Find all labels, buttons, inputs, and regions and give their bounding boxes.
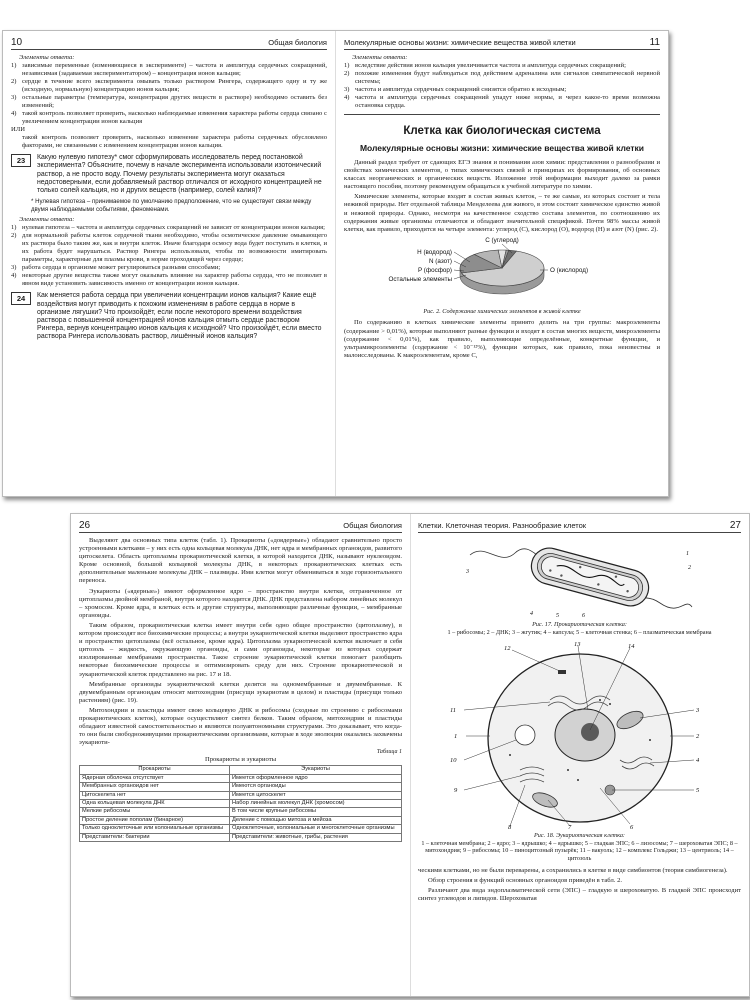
page-number: 11: [649, 37, 660, 48]
figure-2-caption: Рис. 2. Содержание химических элементов в живой клетке: [423, 307, 581, 315]
fig18-label-6: 6: [629, 824, 633, 831]
running-title: Молекулярные основы жизни: химические вещества живой клетки: [344, 38, 576, 47]
fig18-label-14: 14: [627, 643, 634, 651]
section-title: Клетка как биологическая система: [403, 125, 601, 137]
page-number: 27: [729, 520, 741, 531]
table-row: Одна кольцевая молекула ДНК Набор линейных молекул ДНК (хромосом): [80, 799, 402, 807]
running-title: Клетки. Клеточная теория. Разнообразие клеток: [418, 521, 587, 530]
answers-title: Элементы ответа:: [19, 54, 75, 61]
table-title: Прокариоты и эукариоты: [204, 756, 277, 764]
fig18-label-9: 9: [453, 787, 457, 795]
paragraph: По содержанию в клетках химические элементы принято делить на три группы: макроэлементы (содержание > 0,01%), которые выполняют разные функции и входят в состав многих веществ, микроэлементы (содержание < 0,01%), как правило, выполняющие определённые, конкретные функции, и ультрамикроэлементы (содержание < 10⁻¹²%), функции которых, как правило, пока неизвестны и малоисследованы. К макроэлементам, кроме С,: [344, 319, 660, 359]
fig18-label-5: 5: [695, 787, 699, 795]
fig18-label-2: 2: [695, 733, 699, 741]
table-label: Таблица 1: [376, 749, 402, 756]
answers-list: [11, 62, 327, 126]
page-27: [410, 514, 749, 996]
list-item: 1) вследствие действия ионов кальция увеличивается частота и амплитуда сердечных сокращений;: [344, 62, 626, 69]
column-header: Прокариоты: [80, 766, 230, 774]
answers-list: [344, 62, 660, 110]
list-item: 4) частота и амплитуда сердечных сокращений упадут ниже нормы, и через какое-то время возможна остановка сердца.: [344, 94, 660, 109]
page-header: [11, 37, 327, 50]
list-item: 4) такой контроль позволяет проверить, насколько наблюдаемые изменения характера работы сердца связано с увеличением концентрации ионов кальция: [11, 110, 327, 125]
table-row: Мембранных органоидов нет Имеются органоиды: [80, 783, 402, 791]
list-item: 1) зависимые переменные (изменяющиеся в эксперименте) – частота и амплитуда сердечных сокращений, независимая (задаваемая экспериментатором) – концентрация ионов кальция;: [11, 62, 327, 77]
table-row: Представители: бактерии Представители: животные, грибы, растения: [80, 833, 402, 841]
list-item: 2) похожие изменения будут наблюдаться под действием адреналина или сигналов симпатической нервной системы;: [344, 70, 660, 85]
table-header-row: [80, 766, 402, 774]
running-title: Общая биология: [343, 521, 402, 530]
pie-label: H (водород): [417, 248, 452, 256]
table-row: Простое деление пополам (бинарное) Деление с помощью митоза и мейоза: [80, 816, 402, 824]
fig17-label-5: 5: [555, 613, 559, 619]
alt-answer: такой контроль позволяет проверить, насколько изменение характера работы сердечных обусловлено факторами, не связанными с изменением концентрации ионов кальция.: [22, 134, 327, 150]
pie-label: O (кислород): [550, 266, 589, 274]
answers-title: Элементы ответа:: [352, 54, 408, 61]
fig18-label-10: 10: [449, 757, 456, 765]
page-11: [336, 31, 668, 496]
nucleolus-shape: [581, 723, 599, 741]
fig17-label-1: 1: [685, 551, 689, 557]
fig18-label-3: 3: [695, 707, 699, 715]
page-number: 26: [79, 520, 91, 531]
divider: [344, 114, 660, 115]
fig17-label-3: 3: [465, 569, 469, 575]
pie-leader-line: [454, 252, 470, 262]
paragraph: Выделяют два основных типа клеток (табл. 1). Прокариоты («доядерные») обладают сравнительно просто устроенными клетками – у них есть одна кольцевая молекула ДНК, нет ядра и мембранных органоидов, развитого цитоскелета. Область цитоплазмы прокариотической клетки, в которой находится ДНК, называют нуклеоидом. Кроме основной, большой кольцевой молекулы ДНК, в некоторых прокариотических клетках есть дополнительные маленькие молекулы ДНК – плазмиды. Ими клетки могут обмениваться в ходе горизонтального переноса. Эукариоты («ядерные») имеют оформленное ядро – пространство внутри клетки, отграниченное от цитоплазмы двойной мембраной, внутри которого находится ДНК. ДНК представлена набором линейных молекул – хромосом. Кроме ядра, в клетках есть и другие структуры, выполняющие различные функции, – мембранные органоиды. Таким образом, прокариотическая клетка имеет внутри себя одно общее пространство (цитоплазму), в котором происходят все биохимические процессы; а внутри эукариотической клетки выделяют пространство ядра и пространство цитоплазмы (всё остальное, кроме ядра). Цитоплазма эукариотической клетки включает в себя цитозоль – жидкость, окружающую органоиды, и сами органоиды, некоторые из которых содержат изолированные мембранами пространства. Такое строение эукариотической клетки помогает разобщить некоторые биохимические процессы и оптимизировать среду для них. Строение прокариотической и эукариотической клеток представлено на рис. 17 и 18. Мембранные органоиды эукариотической клетки делятся на одномембранные и двумембранные. К двумембранным органоидам относят митохондрии (присущи эукариотам в целом) и пластиды (присущи только растениям) (рис. 19). Митохондрии и пластиды имеют свою кольцевую ДНК и рибосомы (сходные по строению с рибосомами прокариотических клеток), которые осуществляют синтез белков. Таким образом, митохондрии и пластиды обладают известной самостоятельностью и являются полуавтономными структурами. Это доказывает, что когда-то они были свободноживущими прокариотическими организмами, которые в ходе эволюции оказались захвачены эукариоти-: [79, 537, 402, 747]
table-prokaryotes-eukaryotes: [79, 765, 402, 842]
paragraph: Данный раздел требует от сдающих ЕГЭ знания и понимания азов химии: представления о разнообразии и свойствах химических элементов, о типах химических связей и принципах их формирования, об основных классах неорганических и органических веществ. Изложение этой информации выходит далеко за рамки настоящего пособия, поэтому рекомендуем обращаться к учебной литературе по химии. Химические элементы, которые входят в состав живых клеток, – те же самые, из которых состоит и тела неживой природы. Нет отдельной таблицы Менделеева для живого, в этом состоит химическое единство живой и неживой природы. Однако, несмотря на качественное сходство состава элементов, по соотношению их содержания живые организмы отличаются и обладают значительной спецификой. Почти 98% массы живой клетки, как правило, приходится на четыре элемента: углерод (С), кислород (О), водород (Н) и азот (N) (рис. 2).: [344, 159, 660, 233]
question-text: Как меняется работа сердца при увеличении концентрации ионов кальция? Какие ещё воздействия могут приводить к похожим изменениям в работе сердца в норме в организме лягушки? Что произойдёт, если после некоторого времени воздействия раствора с повышенной концентрацией ионов кальция отмыть сердце раствором Рингера, вернув концентрацию ионов кальция к исходной? Что произойдёт, если вместо раствора Рингера использовать раствор, лишённый ионов кальция?: [37, 292, 322, 341]
pie-label: N (азот): [429, 257, 452, 265]
book-spread-bottom: [70, 513, 750, 997]
list-item: 3) работа сердца в организме может регулироваться разными способами;: [11, 264, 221, 272]
page-header: [79, 520, 402, 533]
fig18-label-11: 11: [449, 707, 456, 715]
answers-title: Элементы ответа:: [19, 216, 75, 224]
list-item: 2) для нормальной работы клеток сердечной ткани необходимо, чтобы осмотическое давление омывающего их раствора было таким же, как и внутри клеток. Иначе благодаря осмосу вода будет поступать в клетки, и их работа будет нарушаться. Раствор Рингера использовали, чтобы по возможности имитировать параметры, характерные для плазмы крови, в норме проходящей через сердце;: [11, 232, 327, 264]
fig18-label-4: 4: [695, 757, 699, 765]
list-item: 4) некоторые другие вещества также могут оказывать влияние на характер работы сердца, что не позволит в явном виде установить зависимость именно от концентрации ионов кальция.: [11, 272, 327, 288]
table-row: Ядерная оболочка отсутствует Имеется оформленное ядро: [80, 774, 402, 782]
fig17-label-2: 2: [687, 565, 691, 571]
paragraph: ческими клетками, но не были переварены, а сохранились в клетке в виде симбионтов (теория симбиогенеза). Обзор строения и функций основных органоидов приведён в табл. 2. Различают два вида эндоплазматической сети (ЭПС) – гладкую и шероховатую. В гладкой ЭПС происходит синтез углеводов и липидов. Шероховатая: [418, 866, 741, 902]
figure-17-caption: Рис. 17. Прокариотическая клетка: 1 – рибосомы; 2 – ДНК; 3 – жгутик; 4 – капсула; 5 – клеточная стенка; 6 – плазматическая мембрана: [447, 621, 712, 636]
question-number: 23: [11, 154, 31, 167]
fig17-label-6: 6: [581, 613, 585, 619]
or-label: ИЛИ: [11, 126, 25, 133]
fig18-label-12: 12: [503, 645, 510, 653]
running-title: Общая биология: [268, 38, 327, 47]
answers-list: [11, 224, 327, 288]
list-item: 3) остальные параметры (температура, концентрация других веществ в растворе) необходимо оставить без изменений;: [11, 94, 327, 109]
page-26: [71, 514, 410, 996]
page-number: 10: [11, 37, 23, 48]
fig18-label-8: 8: [507, 824, 511, 831]
fig18-label-7: 7: [567, 824, 571, 831]
pie-label: С (углерод): [485, 236, 519, 244]
question-number: 24: [11, 292, 31, 305]
pie-label: Остальные элементы: [388, 275, 452, 283]
subsection-title: Молекулярные основы жизни: химические вещества живой клетки: [359, 143, 645, 153]
table-row: Мелкие рибосомы В том числе крупные рибосомы: [80, 808, 402, 816]
fig18-label-13: 13: [573, 641, 580, 649]
question-24: [11, 292, 327, 341]
page-10: [3, 31, 335, 496]
list-item: 3) частота и амплитуда сердечных сокращений снизятся обратно к исходным;: [344, 86, 567, 93]
figure-18-caption: Рис. 18. Эукариотическая клетка: 1 – клеточная мембрана; 2 – ядро; 3 – ядрышко; 4 – ядрышко; 5 – гладкая ЭПС; 6 – лизосомы; 7 – шероховатая ЭПС; 8 – митохондрия; 9 – рибосомы; 10 – пиноцитозный пузырёк; 11 – вакуоль; 12 – комплекс Гольджи; 13 – центриоль; 14 – цитозоль: [421, 832, 738, 862]
table-row: Только одноклеточные или колониальные организмы Одноклеточные, колониальные и многоклеточные организмы: [80, 825, 402, 833]
footnote: * Нулевая гипотеза – принимаемое по умолчанию предположение, что не существует связи между двумя наблюдаемыми событиями, феноменами.: [31, 198, 312, 213]
table-row: Цитоскелета нет Имеется цитоскелет: [80, 791, 402, 799]
question-23: [11, 154, 327, 195]
eukaryotic-cell-figure-18: [450, 640, 710, 830]
column-header: Эукариоты: [230, 766, 402, 774]
question-text: Какую нулевую гипотезу* смог сформулировать исследователь перед постановкой эксперимента? Объясните, почему в начале эксперимента использовали изотонический раствор, а не просто воду. Почему результаты эксперимента могут оказаться недостоверными, если добавляемый раствор отличался от исходного концентрацией не только солей кальция, но и других веществ (например, солей калия)?: [37, 154, 322, 195]
vacuole-shape: [515, 725, 535, 745]
page-header: [418, 520, 741, 533]
fig18-label-1: 1: [453, 733, 457, 741]
prokaryotic-cell-figure-17: [460, 537, 700, 619]
pie-label: P (фосфор): [417, 266, 452, 274]
pie-chart-figure-2: [352, 236, 652, 306]
book-spread-top: [2, 30, 669, 497]
list-item: 1) нулевая гипотеза – частота и амплитуда сердечных сокращений не зависят от концентрации ионов кальция;: [11, 224, 326, 232]
list-item: 2) сердце в течение всего эксперимента омывать только раствором Рингера, содержащего одну и ту же (исходную, нормальную) концентрацию ионов кальция;: [11, 78, 327, 93]
fig17-label-4: 4: [529, 611, 533, 617]
page-header: [344, 37, 660, 50]
